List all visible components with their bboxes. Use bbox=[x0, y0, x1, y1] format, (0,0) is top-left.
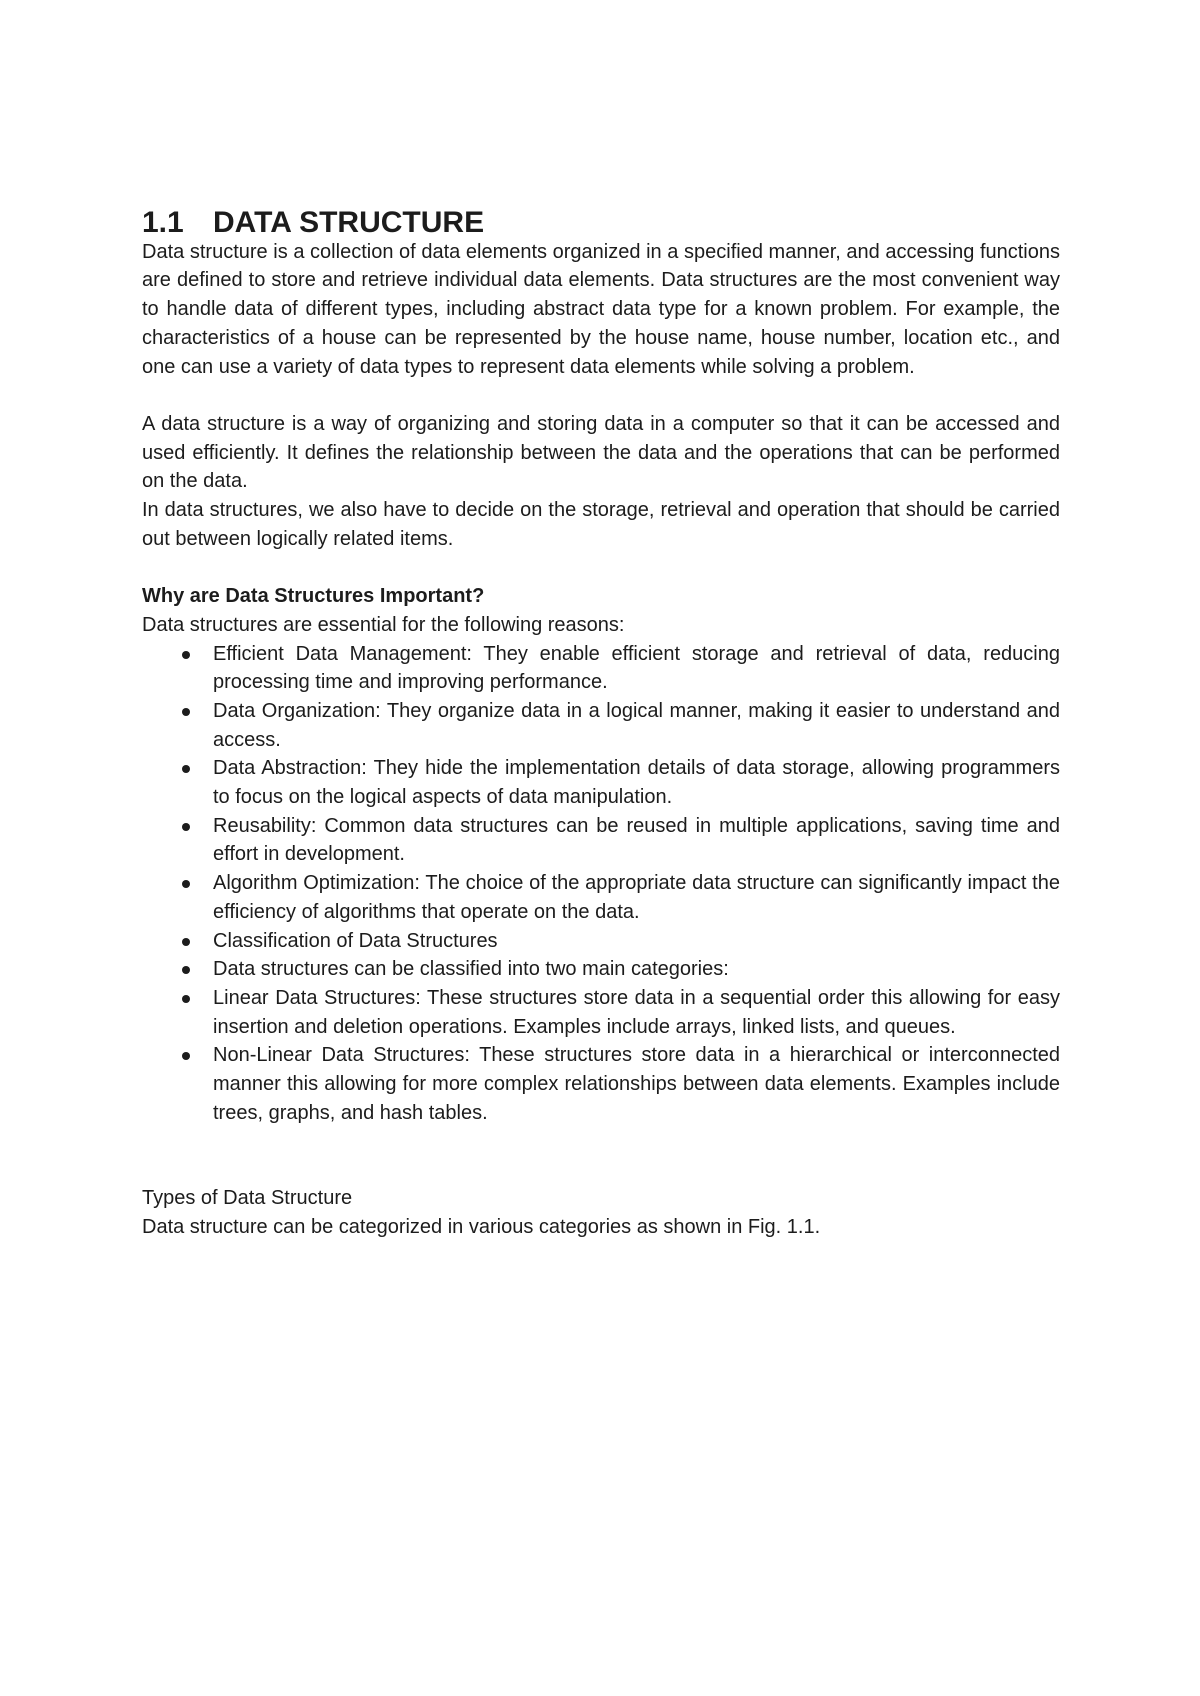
list-item bbox=[142, 697, 1060, 754]
section-heading bbox=[142, 206, 1060, 239]
section-title: DATA STRUCTURE bbox=[213, 206, 485, 239]
list-item-text: Classification of Data Structures bbox=[213, 929, 498, 952]
section-gap bbox=[142, 1127, 1060, 1184]
importance-heading: Why are Data Structures Important? bbox=[142, 585, 485, 608]
list-item-text: Efficient Data Management: They enable efficient storage and retrieval of data, reducing processing time and improving performance. bbox=[213, 642, 1060, 694]
paragraph-organizing: A data structure is a way of organizing and storing data in a computer so that it can be accessed and used efficiently. It defines the relationship between the data and the operations that can be performed on the data. bbox=[142, 412, 1060, 493]
list-item bbox=[142, 640, 1060, 697]
importance-list bbox=[142, 640, 1060, 1128]
list-item-text: Algorithm Optimization: The choice of the appropriate data structure can significantly impact the efficiency of algorithms that operate on the data. bbox=[213, 872, 1060, 923]
types-text: Data structure can be categorized in various categories as shown in Fig. 1.1. bbox=[142, 1216, 821, 1239]
paragraph-gap bbox=[142, 553, 1060, 582]
bullet-icon bbox=[182, 823, 190, 831]
paragraph-definition: Data structure is a collection of data elements organized in a specified manner, and accessing functions are defined to store and retrieve individual data elements. Data structures are the most convenient way to handle data of different types, including abstract data type for a known problem. For example, the characteristics of a house can be represented by the house name, house number, location etc., and one can use a variety of data types to represent data elements while solving a problem. bbox=[142, 240, 1060, 378]
bullet-icon bbox=[182, 938, 190, 946]
list-item bbox=[142, 927, 1060, 956]
bullet-icon bbox=[182, 765, 190, 773]
bullet-icon bbox=[182, 651, 190, 659]
list-item bbox=[142, 1041, 1060, 1127]
document-page bbox=[142, 206, 1060, 1242]
paragraph-gap bbox=[142, 381, 1060, 410]
list-item-text: Non-Linear Data Structures: These structures store data in a hierarchical or interconnected manner this allowing for more complex relationships between data elements. Examples include trees, graphs, and hash tables. bbox=[213, 1044, 1060, 1124]
list-item-text: Reusability: Common data structures can be reused in multiple applications, saving time and effort in development. bbox=[213, 814, 1060, 866]
list-item bbox=[142, 812, 1060, 869]
paragraph-storage-decisions: In data structures, we also have to decide on the storage, retrieval and operation that should be carried out between logically related items. bbox=[142, 499, 1060, 550]
bullet-icon bbox=[182, 708, 190, 716]
bullet-icon bbox=[182, 1052, 190, 1060]
list-item bbox=[142, 984, 1060, 1041]
list-item-text: Data Organization: They organize data in a logical manner, making it easier to understand and access. bbox=[213, 699, 1060, 751]
list-item bbox=[142, 869, 1060, 926]
types-heading: Types of Data Structure bbox=[142, 1187, 353, 1210]
bullet-icon bbox=[182, 995, 190, 1003]
list-item bbox=[142, 754, 1060, 811]
bullet-icon bbox=[182, 880, 190, 888]
list-item bbox=[142, 955, 1060, 984]
importance-intro: Data structures are essential for the following reasons: bbox=[142, 613, 625, 636]
list-item-text: Data Abstraction: They hide the implementation details of data storage, allowing programmers to focus on the logical aspects of data manipulation. bbox=[213, 757, 1060, 809]
list-item-text: Linear Data Structures: These structures store data in a sequential order this allowing for easy insertion and deletion operations. Examples include arrays, linked lists, and queues. bbox=[213, 986, 1060, 1038]
list-item-text: Data structures can be classified into two main categories: bbox=[213, 958, 729, 981]
section-number: 1.1 bbox=[142, 206, 184, 239]
bullet-icon bbox=[182, 966, 190, 974]
